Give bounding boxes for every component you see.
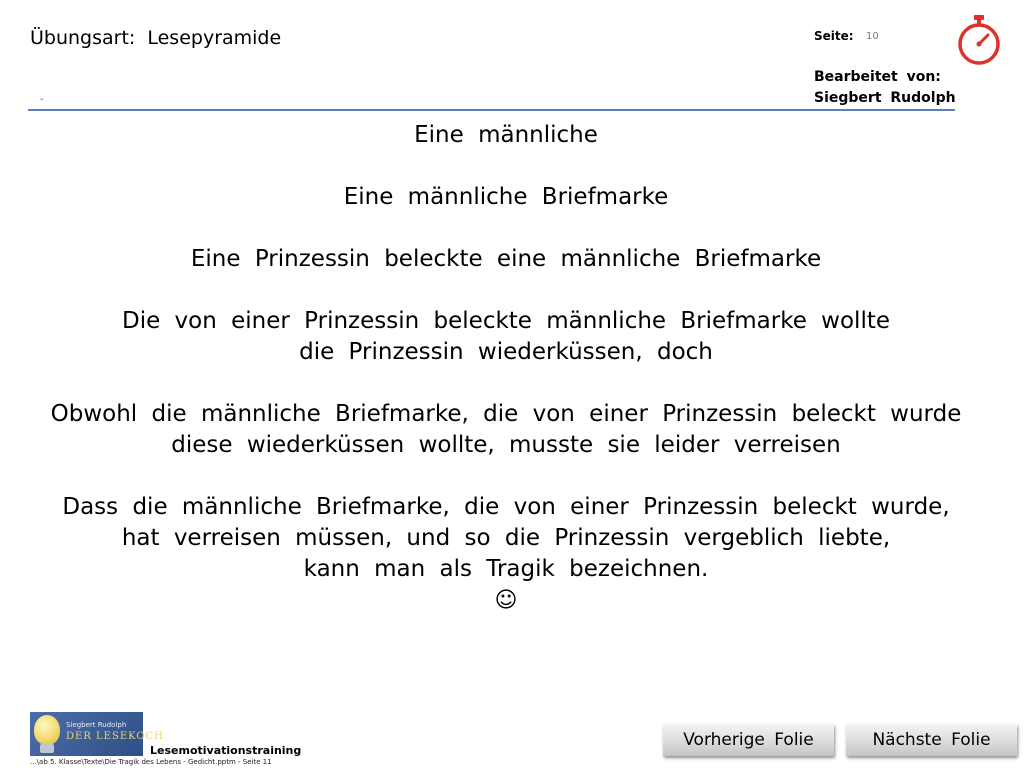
logo-author: Siegbert Rudolph	[66, 721, 127, 729]
pyramid-line: hat verreisen müssen, und so die Prinzessin vergeblich liebte,	[121, 525, 891, 551]
footer-title: Lesemotivationstraining	[150, 744, 302, 757]
lightbulb-icon	[34, 715, 60, 745]
pyramid-line: kann man als Tragik bezeichnen.	[303, 556, 709, 582]
pyramid-line: Eine Prinzessin beleckte eine männliche Briefmarke	[190, 246, 822, 272]
page-number-value: 10	[866, 31, 879, 42]
author-label: Bearbeitet von:	[814, 69, 941, 85]
author-block	[814, 67, 956, 109]
pyramid-stanza	[0, 244, 1012, 275]
reading-pyramid	[0, 120, 1012, 616]
pyramid-line: Dass die männliche Briefmarke, die von einer Prinzessin beleckt wurde,	[62, 494, 950, 520]
footer-file-path: ...\ab 5. Klasse\Texte\Die Tragik des Lebens - Gedicht.pptm - Seite 11	[30, 758, 272, 766]
stopwatch-icon[interactable]	[955, 14, 1003, 66]
pyramid-stanza	[0, 182, 1012, 213]
pyramid-stanza	[0, 399, 1012, 461]
page-title: Übungsart: Lesepyramide	[30, 27, 282, 49]
smiley-icon: ☺	[494, 588, 518, 613]
previous-slide-button[interactable]: Vorherige Folie	[663, 724, 834, 756]
page-number-label: Seite:	[814, 29, 854, 43]
pyramid-stanza	[0, 306, 1012, 368]
pyramid-stanza	[0, 120, 1012, 151]
lesekoch-logo[interactable]	[30, 712, 164, 756]
author-name: Siegbert Rudolph	[814, 90, 956, 106]
pyramid-line: Eine männliche	[414, 122, 598, 148]
pyramid-line: diese wiederküssen wollte, musste sie leider verreisen	[171, 432, 841, 458]
pyramid-line: die Prinzessin wiederküssen, doch	[299, 339, 713, 365]
header-divider	[28, 109, 955, 111]
pyramid-line: Die von einer Prinzessin beleckte männliche Briefmarke wollte	[122, 308, 890, 334]
pyramid-stanza	[0, 492, 1012, 585]
pyramid-line: Eine männliche Briefmarke	[343, 184, 669, 210]
lightbulb-base	[40, 744, 54, 753]
pyramid-line: Obwohl die männliche Briefmarke, die von einer Prinzessin beleckt wurde	[50, 401, 962, 427]
logo-brand: DER LESEKOCH	[66, 731, 164, 742]
next-slide-button[interactable]: Nächste Folie	[846, 724, 1017, 756]
header-dash: -	[40, 94, 44, 105]
